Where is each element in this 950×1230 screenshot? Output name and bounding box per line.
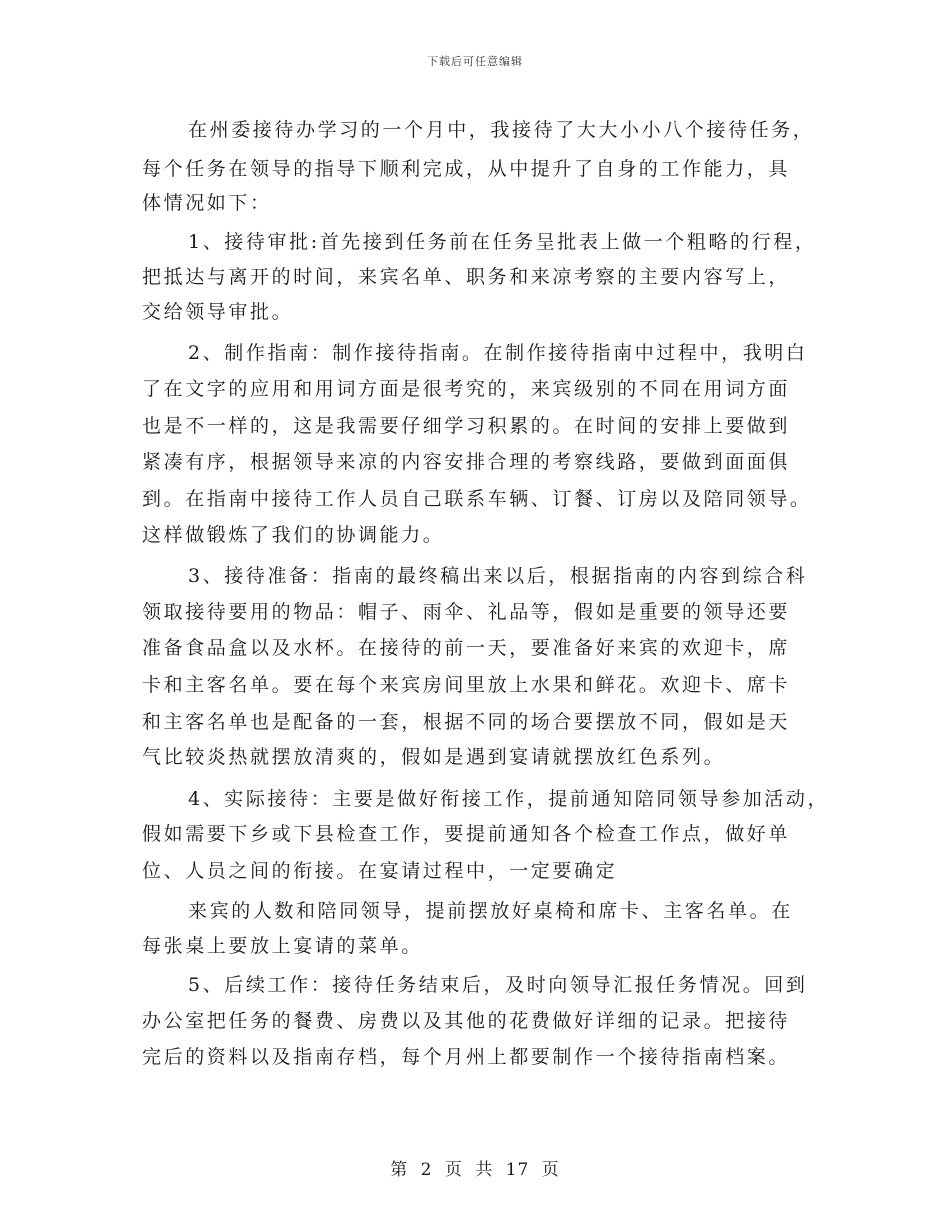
body-line: 把抵达与离开的时间，来宾名单、职务和来凉考察的主要内容写上， (142, 266, 791, 288)
body-line: 了在文字的应用和用词方面是很考究的，来宾级别的不同在用词方面 (142, 378, 791, 400)
body-line: 体情况如下： (142, 192, 272, 214)
page-number-footer: 第 2 页 共 17 页 (390, 1160, 560, 1180)
body-line: 来宾的人数和陪同领导，提前摆放好桌椅和席卡、主客名单。在 (188, 900, 793, 922)
body-line: 位、人员之间的衔接。在宴请过程中，一定要确定 (142, 860, 618, 882)
body-line: 到。在指南中接待工作人员自己联系车辆、订餐、订房以及陪同领导。 (142, 488, 812, 510)
body-line: 也是不一样的，这是我需要仔细学习积累的。在时间的安排上要做到 (142, 415, 791, 437)
body-line: 和主客名单也是配备的一套，根据不同的场合要摆放不同，假如是天 (142, 711, 791, 733)
body-line: 完后的资料以及指南存档，每个月州上都要制作一个接待指南档案。 (142, 1046, 791, 1068)
body-line: 假如需要下乡或下县检查工作，要提前通知各个检查工作点，做好单 (142, 823, 791, 845)
body-line: 2、制作指南：制作接待指南。在制作接待指南中过程中，我明白 (188, 342, 808, 364)
body-line: 卡和主客名单。要在每个来宾房间里放上水果和鲜花。欢迎卡、席卡 (142, 674, 791, 696)
body-line: 每个任务在领导的指导下顺利完成，从中提升了自身的工作能力，具 (142, 158, 791, 180)
body-line: 准备食品盒以及水杯。在接待的前一天，要准备好来宾的欢迎卡，席 (142, 637, 791, 659)
body-line: 办公室把任务的餐费、房费以及其他的花费做好详细的记录。把接待 (142, 1010, 791, 1032)
page-header: 下载后可任意编辑 (427, 55, 523, 68)
body-line: 5、后续工作：接待任务结束后，及时向领导汇报任务情况。回到 (188, 974, 808, 996)
body-line: 领取接待要用的物品：帽子、雨伞、礼品等，假如是重要的领导还要 (142, 601, 791, 623)
body-line: 1、接待审批:首先接到任务前在任务呈批表上做一个粗略的行程， (188, 231, 817, 253)
body-line: 在州委接待办学习的一个月中，我接待了大大小小八个接待任务， (188, 119, 815, 141)
body-line: 紧凑有序，根据领导来凉的内容安排合理的考察线路，要做到面面俱 (142, 451, 791, 473)
body-line: 每张桌上要放上宴请的菜单。 (142, 935, 423, 957)
body-line: 交给领导审批。 (142, 301, 294, 323)
body-line: 气比较炎热就摆放清爽的，假如是遇到宴请就摆放红色系列。 (142, 746, 726, 768)
body-line: 4、实际接待：主要是做好衔接工作，提前通知陪同领导参加活动， (188, 788, 830, 810)
body-line: 这样做锻炼了我们的协调能力。 (142, 524, 445, 546)
body-line: 3、接待准备：指南的最终稿出来以后，根据指南的内容到综合科 (188, 565, 808, 587)
